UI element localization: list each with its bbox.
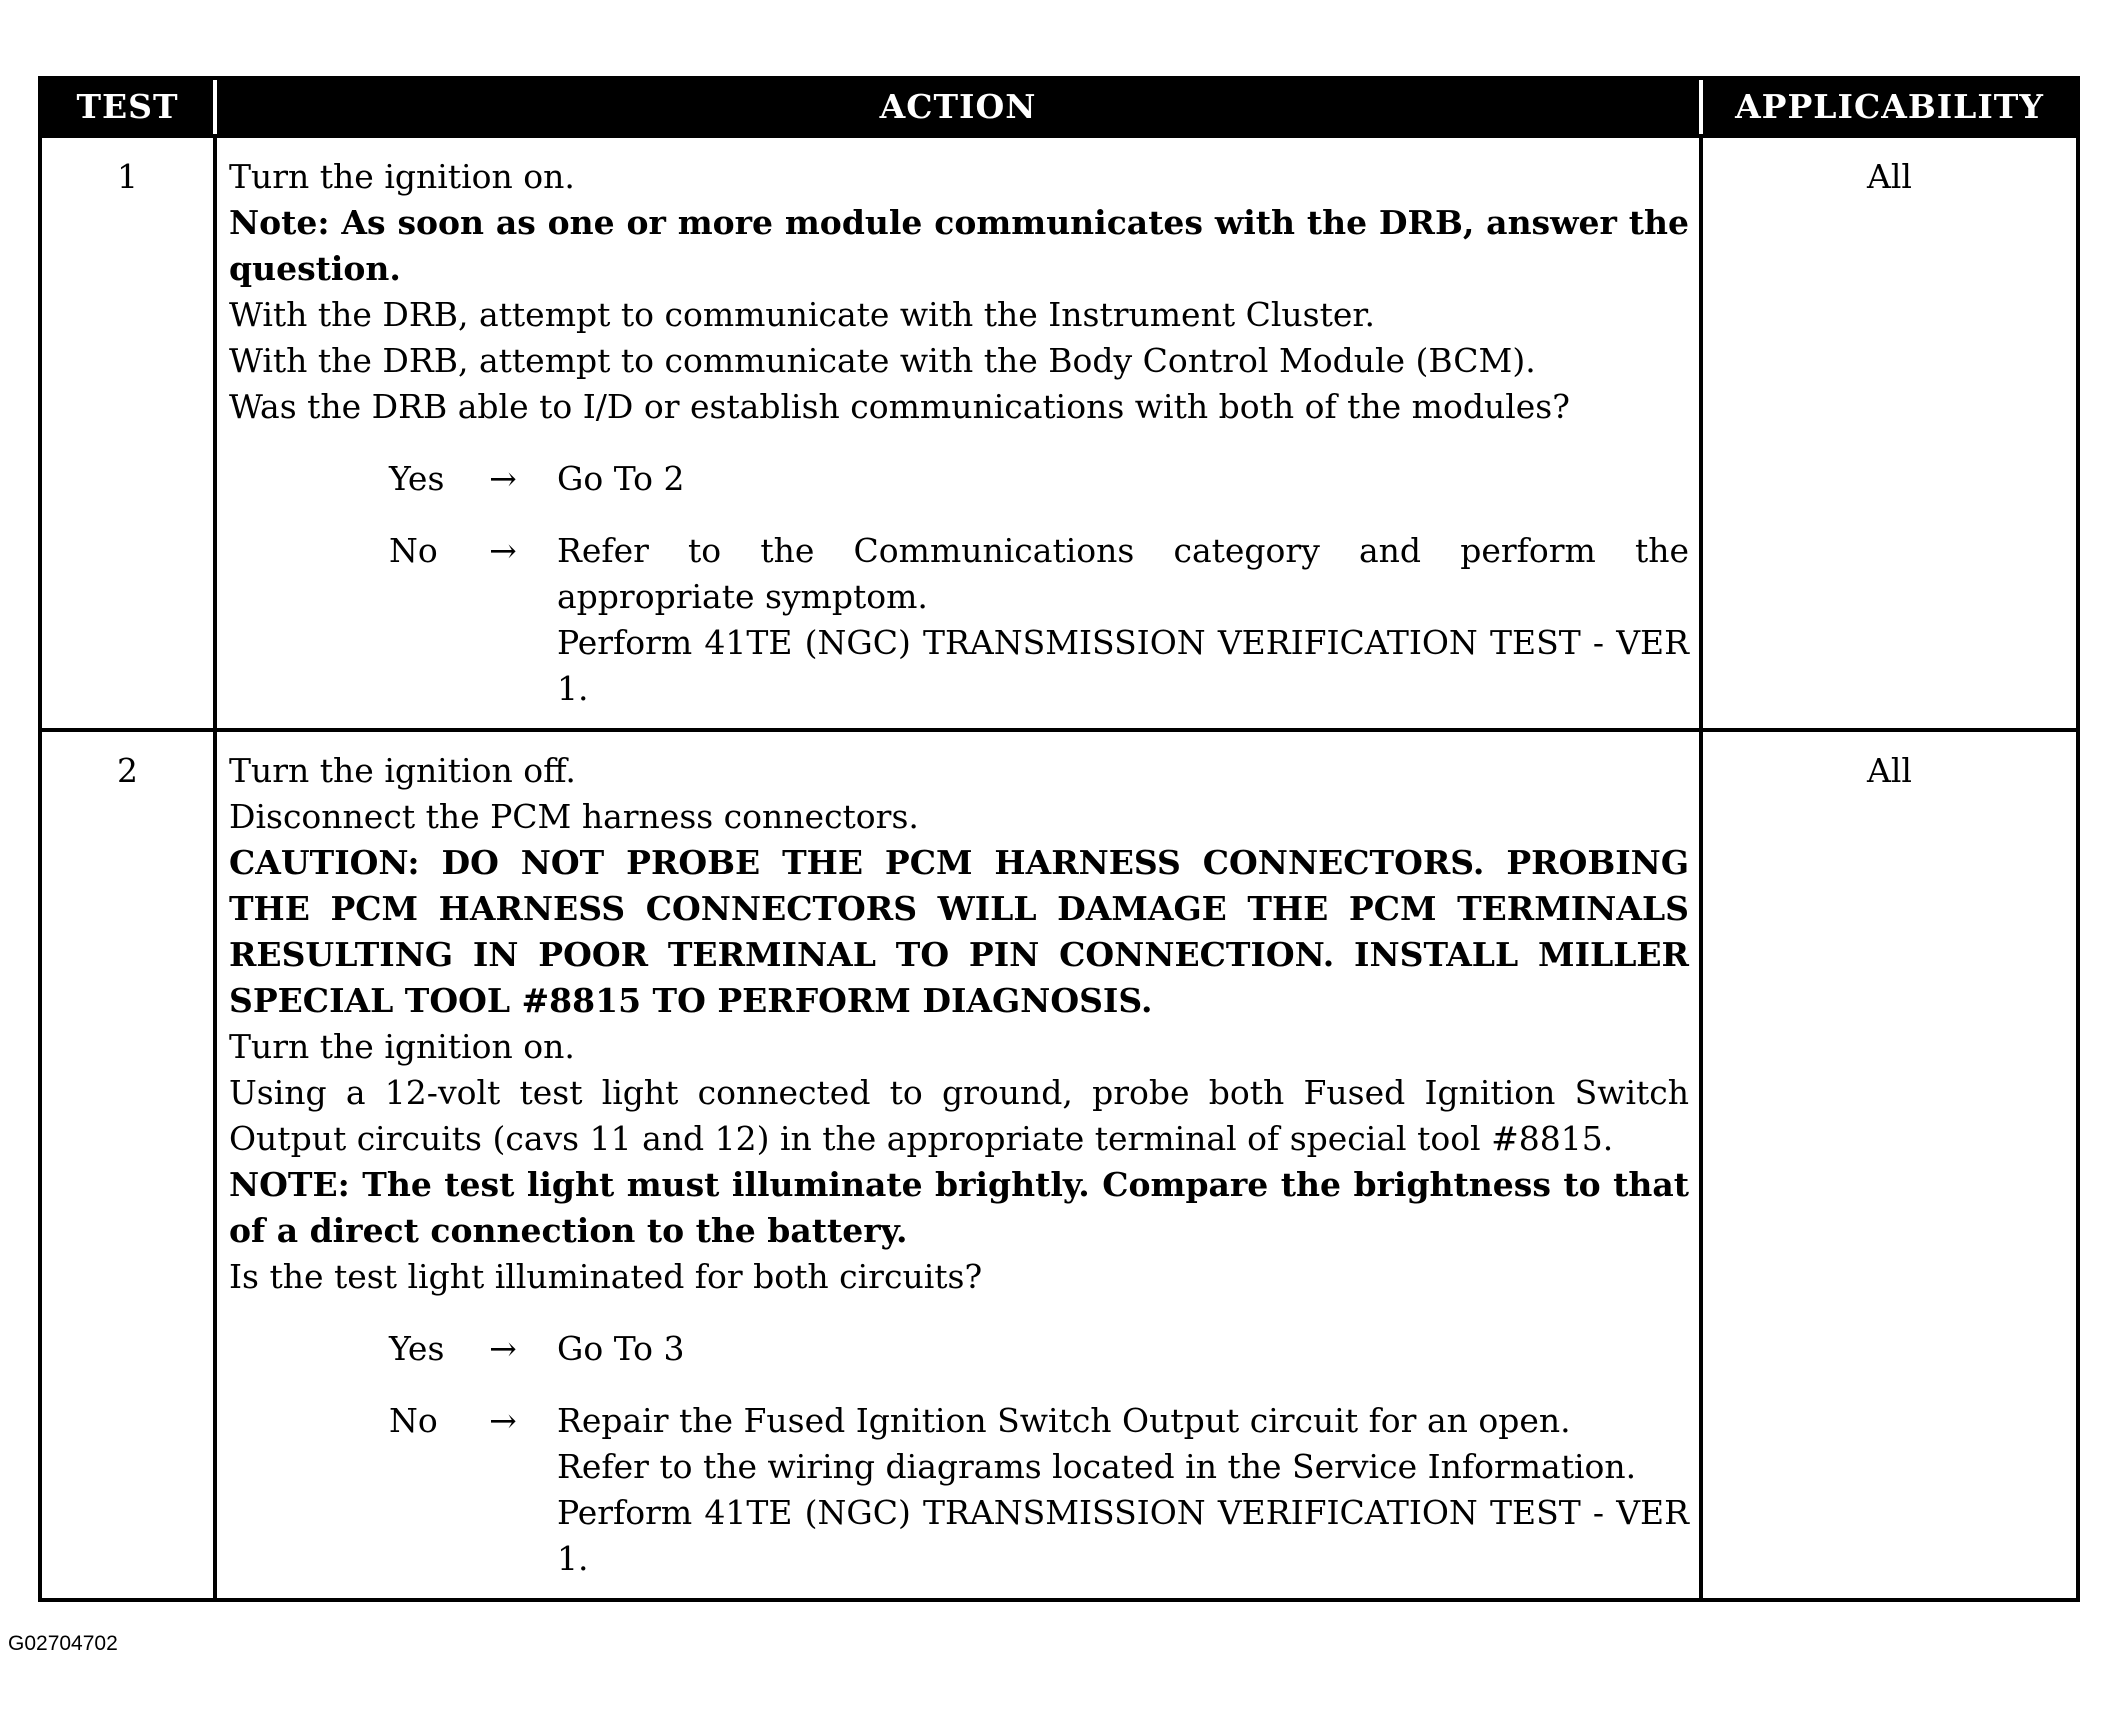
outcome-label: Yes (389, 1329, 445, 1368)
table-row (42, 138, 2076, 732)
outcome-instructions (557, 1398, 1689, 1582)
action-step: Using a 12-volt test light connected to ground, probe both Fused Ignition Switch Output circuits (cavs 11 and 12) in the appropriate terminal of special tool #8815. (229, 1073, 1689, 1158)
header-action: ACTION (217, 80, 1703, 134)
test-number: 1 (42, 138, 217, 728)
action-step: Was the DRB able to I/D or establish communications with both of the modules? (229, 387, 1570, 426)
action-note: CAUTION: DO NOT PROBE THE PCM HARNESS CONNECTORS. PROBING THE PCM HARNESS CONNECTORS WILL DAMAGE THE PCM TERMINALS RESULTING IN POOR TERMINAL TO PIN CONNECTION. INSTALL MILLER SPECIAL TOOL #8815 TO PERFORM DIAGNOSIS. (229, 843, 1689, 1020)
outcome-label: No (389, 531, 438, 570)
arrow-icon: → (489, 1401, 517, 1440)
header-test: TEST (42, 80, 217, 134)
action-cell (217, 732, 1703, 1598)
action-step: Turn the ignition off. (229, 751, 576, 790)
action-step: Turn the ignition on. (229, 157, 575, 196)
outcome-line: Go To 2 (557, 459, 685, 498)
table-row (42, 732, 2076, 1598)
action-step: Is the test light illuminated for both circuits? (229, 1257, 983, 1296)
outcome-no (389, 528, 1689, 712)
header-applicability: APPLICABILITY (1735, 87, 2044, 126)
diagnostic-test-table (38, 76, 2080, 1602)
outcome-label: No (389, 1401, 438, 1440)
applicability-value: All (1867, 751, 1912, 790)
arrow-icon: → (489, 1329, 517, 1368)
outcome-line: Refer to the Communications category and perform the appropriate symptom. (557, 531, 1689, 616)
table-header-row (42, 80, 2076, 138)
arrow-icon: → (489, 459, 517, 498)
action-step: Turn the ignition on. (229, 1027, 575, 1066)
test-number: 2 (42, 732, 217, 1598)
applicability-value: All (1867, 157, 1912, 196)
action-step: With the DRB, attempt to communicate with the Body Control Module (BCM). (229, 341, 1536, 380)
action-cell (217, 138, 1703, 728)
figure-id: G02704702 (8, 1632, 118, 1655)
outcome-label: Yes (389, 459, 445, 498)
outcome-instructions (557, 1326, 1689, 1372)
outcome-line: Refer to the wiring diagrams located in the Service Information. (557, 1447, 1637, 1486)
outcome-instructions (557, 528, 1689, 712)
action-note: Note: As soon as one or more module communicates with the DRB, answer the question. (229, 203, 1689, 288)
action-step: Disconnect the PCM harness connectors. (229, 797, 919, 836)
outcome-instructions (557, 456, 1689, 502)
outcome-no (389, 1398, 1689, 1582)
arrow-icon: → (489, 531, 517, 570)
action-step: With the DRB, attempt to communicate with the Instrument Cluster. (229, 295, 1376, 334)
outcome-yes (389, 456, 1689, 502)
table-body (42, 138, 2076, 1598)
outcome-line: Perform 41TE (NGC) TRANSMISSION VERIFICATION TEST - VER 1. (557, 623, 1689, 708)
outcome-yes (389, 1326, 1689, 1372)
outcome-line: Perform 41TE (NGC) TRANSMISSION VERIFICATION TEST - VER 1. (557, 1493, 1689, 1578)
outcome-line: Repair the Fused Ignition Switch Output circuit for an open. (557, 1401, 1571, 1440)
action-note: NOTE: The test light must illuminate brightly. Compare the brightness to that of a direct connection to the battery. (229, 1165, 1689, 1250)
outcome-line: Go To 3 (557, 1329, 685, 1368)
